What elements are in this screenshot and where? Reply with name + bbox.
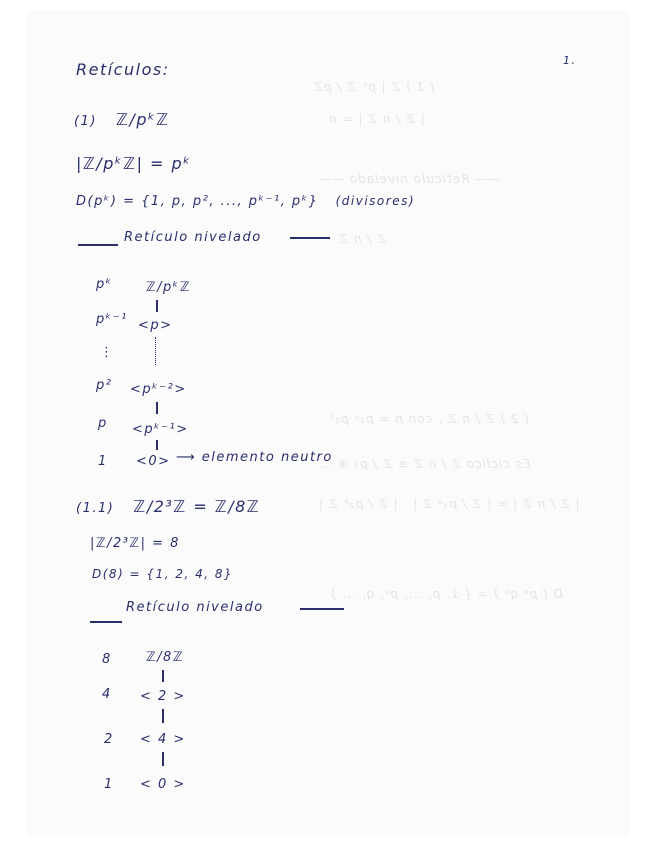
- lattice-2-right-row-1: < 2 >: [140, 689, 186, 704]
- section-11-heading: [76, 497, 260, 516]
- section-1-divisors-note: (divisores): [335, 194, 416, 208]
- bleed-through-text: ℤ / n ℤ: [338, 232, 386, 246]
- lattice-2-left-row-0: 8: [102, 652, 112, 667]
- section-1-heading: [74, 110, 170, 129]
- section-1-divisors: [76, 190, 415, 209]
- lattice-1-right-row-4: <pᵏ⁻¹>: [132, 422, 189, 437]
- lattice-2-right-row-3: < 0 >: [140, 777, 186, 792]
- section-11-group-equation: ℤ/2³ℤ = ℤ/8ℤ: [133, 497, 261, 516]
- lattice-2-right-row-0: ℤ/8ℤ: [146, 650, 185, 665]
- section-1-divisors-equation: D(pᵏ) = {1, p, p², ..., pᵏ⁻¹, pᵏ}: [76, 194, 319, 209]
- rule-left: [90, 621, 122, 623]
- lattice-1-left-row-3: p²: [96, 378, 113, 393]
- page-number: 1.: [563, 54, 577, 67]
- paper-sheet: [28, 12, 628, 834]
- section-11-order-equation: |ℤ/2³ℤ| = 8: [90, 536, 180, 551]
- bleed-through-text: D ( pᵃ qᵇ ) = { 1, p, ..., pᵃ, q, ... }: [328, 587, 563, 601]
- lattice-1-right-row-3: <pᵏ⁻²>: [130, 382, 187, 397]
- lattice-1-edge: [156, 402, 158, 414]
- lattice-1-edge: [156, 300, 158, 312]
- rule-left: [78, 244, 118, 246]
- lattice-1-left-row-5: 1: [98, 454, 108, 469]
- section-1-order-equation: |ℤ/pᵏℤ| = pᵏ: [76, 154, 192, 173]
- bleed-through-text: Es cíclico ℤ / n ℤ ≅ ℤ / p₁ ⊕ ...: [318, 457, 531, 471]
- bleed-through-text: —— Retículo nivelado ——: [318, 172, 501, 186]
- lattice-2-left-row-2: 2: [104, 732, 114, 747]
- bleed-through-text: ( 2 ) ℤ / n ℤ , con n = p₁ᵃ p₂ᵇ: [328, 412, 530, 426]
- lattice-1-right-row-1: <p>: [138, 318, 173, 333]
- lattice-1-left-row-1: pᵏ⁻¹: [96, 312, 128, 327]
- neutral-element-note: ⟶ elemento neutro: [176, 450, 333, 465]
- bleed-through-text: | ℤ / n ℤ | = n: [328, 112, 425, 126]
- rule-right: [300, 608, 344, 610]
- section-11-divisors-equation: D(8) = {1, 2, 4, 8}: [92, 567, 234, 581]
- lattice-1-right-row-0: ℤ/pᵏℤ: [146, 280, 192, 295]
- lattice-1-left-row-2: ⋮: [100, 345, 115, 360]
- lattice-1-left-row-4: p: [98, 416, 108, 431]
- lattice-2-right-row-2: < 4 >: [140, 732, 186, 747]
- lattice-2-left-row-3: 1: [104, 777, 114, 792]
- lattice-1-edge: [156, 440, 158, 450]
- lattice-2-edge: [162, 670, 164, 682]
- lattice-2-left-row-1: 4: [102, 687, 112, 702]
- section-11-label: (1.1): [76, 501, 115, 516]
- section-1-label: (1): [74, 114, 97, 129]
- rule-right: [290, 237, 330, 239]
- page-title: Retículos:: [76, 60, 170, 79]
- bleed-through-text: ( 1 ) ℤ | pᵏ ℤ / pℤ: [313, 80, 435, 94]
- bleed-through-text: | ℤ / n ℤ | = | ℤ / p₁ᵃ ℤ | · | ℤ / p₂ᵇ ℤ |: [318, 497, 580, 511]
- section-1-lattice-title: Retículo nivelado: [124, 230, 262, 245]
- lattice-2-edge: [162, 752, 164, 766]
- lattice-1-right-row-5: <0>: [136, 454, 171, 469]
- section-1-group: ℤ/pᵏℤ: [116, 110, 170, 129]
- section-11-lattice-title: Retículo nivelado: [126, 600, 264, 615]
- lattice-2-edge: [162, 709, 164, 723]
- lattice-1-left-row-0: pᵏ: [96, 277, 113, 292]
